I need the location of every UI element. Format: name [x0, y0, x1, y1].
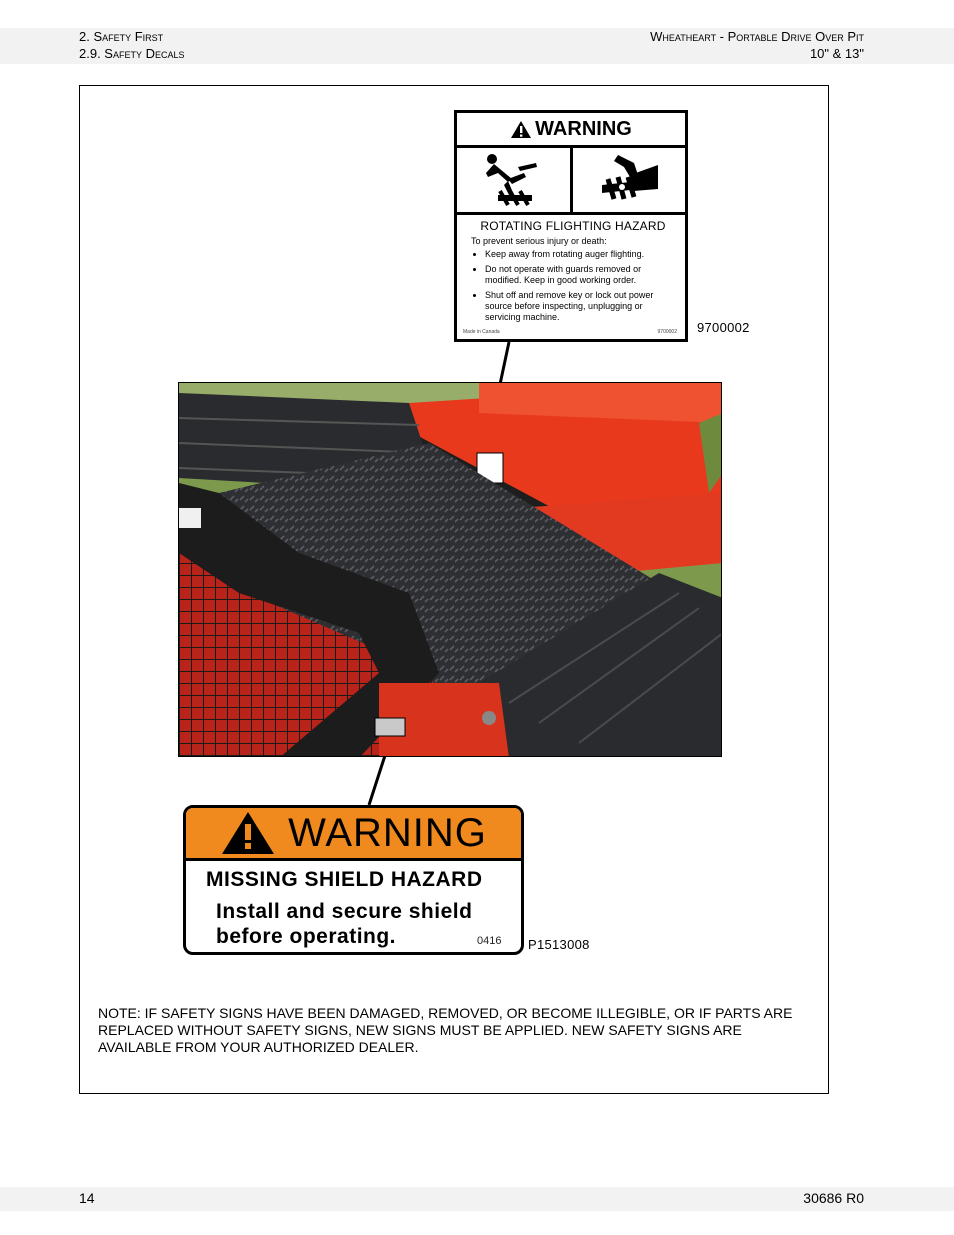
header-chapter: 2. Safety First [79, 29, 164, 44]
decal-top-bullet: • Do not operate with guards removed or modified. Keep in good working order. [485, 264, 675, 286]
decal-top-small-code: 9700002 [657, 329, 677, 335]
header-product: Wheatheart - Portable Drive Over Pit [650, 29, 864, 44]
decal-bottom-header [186, 808, 521, 861]
decal-bottom-title: MISSING SHIELD HAZARD [206, 868, 483, 891]
decal-top-bullet: • Shut off and remove key or lock out power source before inspecting, unplugging or servicing machine. [485, 290, 675, 323]
warning-triangle-icon [220, 810, 276, 856]
decal-top-part-number: 9700002 [697, 320, 750, 335]
decal-bottom-line2: before operating. [216, 925, 397, 948]
decal-top-signal-word: WARNING [535, 117, 632, 140]
missing-shield-hazard-decal [183, 805, 524, 955]
decal-top-intro: To prevent serious injury or death: [471, 236, 607, 246]
safety-sign-note: NOTE: IF SAFETY SIGNS HAVE BEEN DAMAGED, REMOVED, OR BECOME ILLEGIBLE, OR IF PARTS ARE REPLACED WITHOUT SAFETY SIGNS, NEW SIGNS MUST BE APPLIED. NEW SAFETY SIGNS ARE AVAILABLE FROM YOUR AUTHORIZED DEALER. [98, 1005, 793, 1055]
document-number: 30686 R0 [803, 1190, 864, 1206]
header-section: 2.9. Safety Decals [79, 46, 185, 61]
decal-top-made-in: Made in Canada [463, 329, 500, 335]
decal-bottom-part-number: P1513008 [528, 937, 590, 952]
header-models: 10" & 13" [809, 46, 864, 61]
decal-top-bullet: • Keep away from rotating auger flighting. [485, 249, 675, 260]
page-number: 14 [79, 1190, 95, 1206]
pit-photo [178, 382, 722, 757]
decal-bottom-code: 0416 [477, 935, 502, 947]
decal-top-title: ROTATING FLIGHTING HAZARD [480, 219, 666, 233]
decal-bottom-signal-word: WARNING [288, 810, 487, 855]
decal-bottom-line1: Install and secure shield [216, 900, 473, 923]
